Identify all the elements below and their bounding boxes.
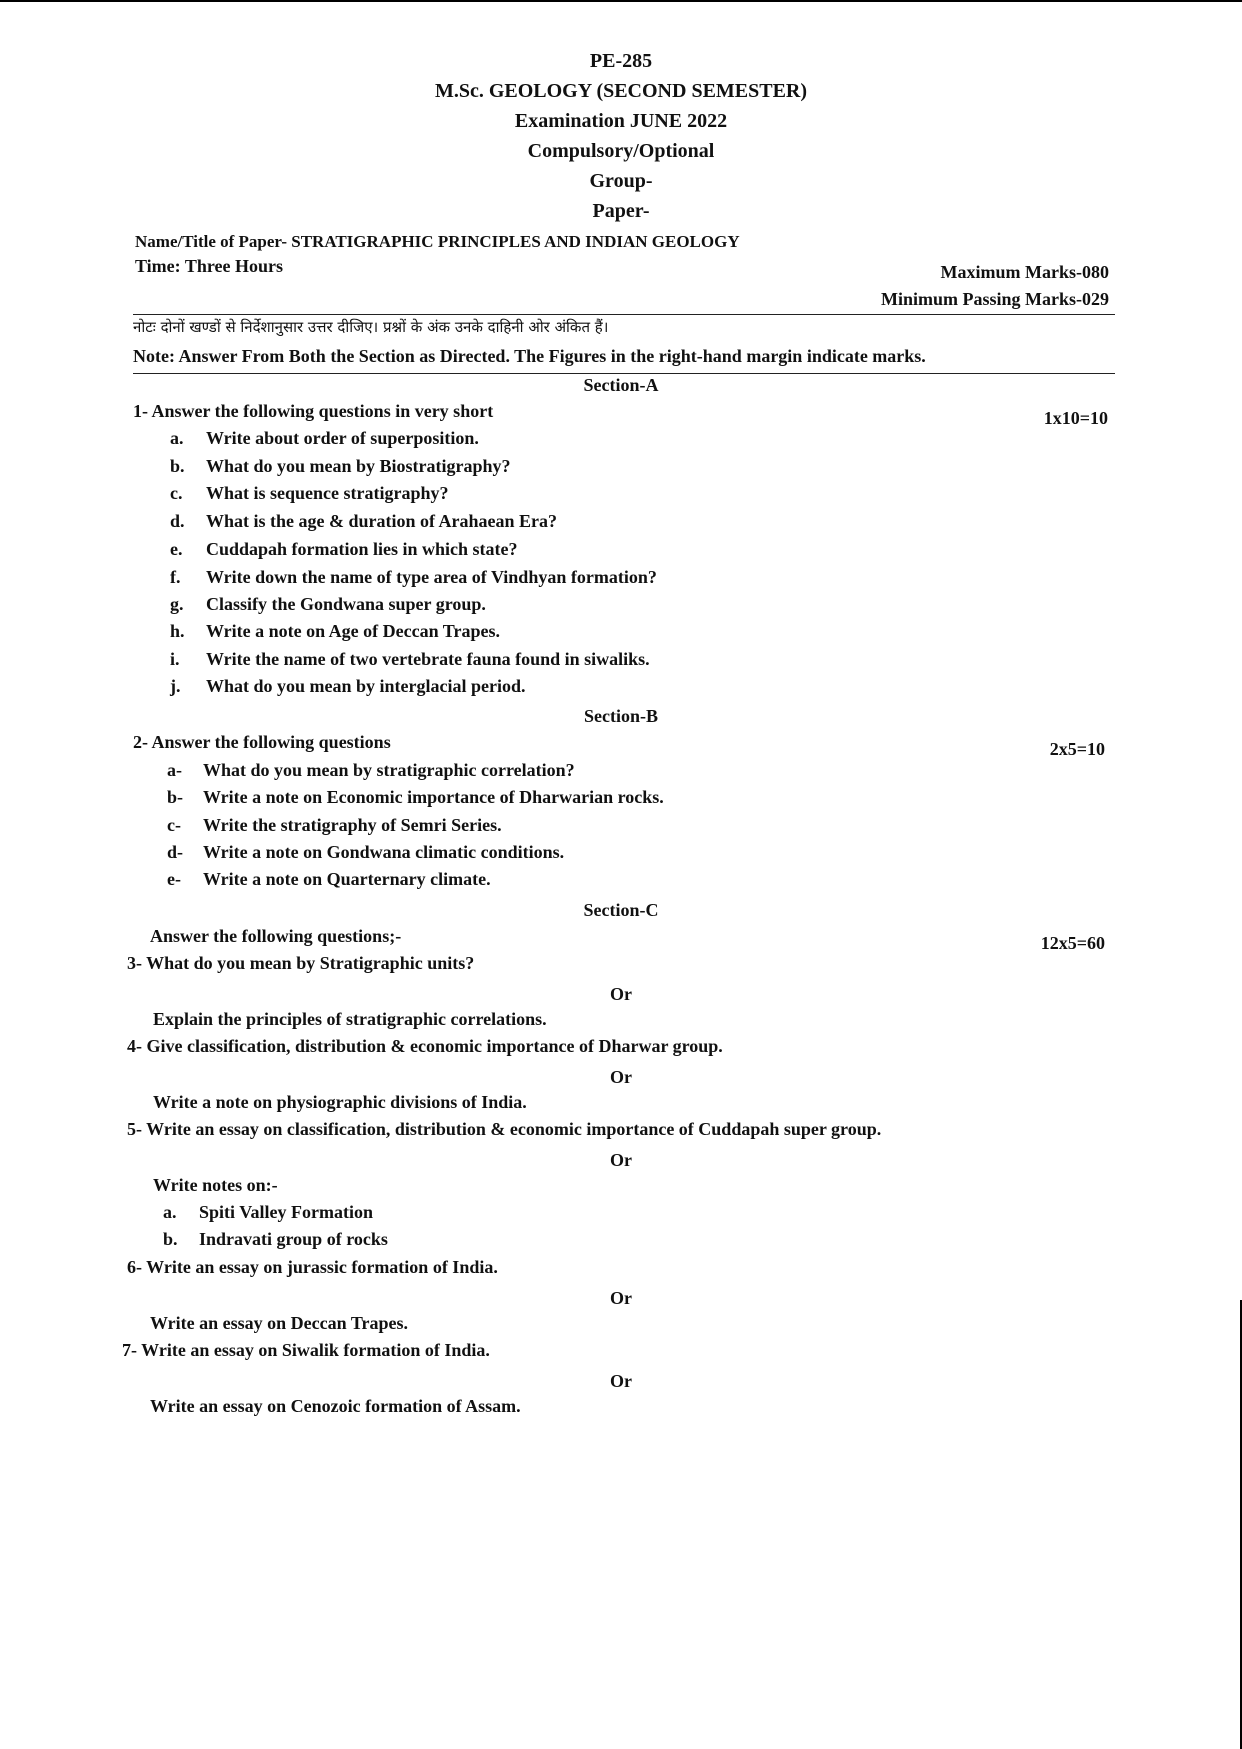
item-label: f. bbox=[170, 567, 181, 587]
or-separator: Or bbox=[610, 1150, 632, 1170]
list-item bbox=[170, 676, 526, 697]
or-separator: Or bbox=[610, 1288, 632, 1308]
item-text: What do you mean by Biostratigraphy? bbox=[206, 456, 511, 476]
list-item bbox=[170, 539, 518, 560]
list-item bbox=[167, 869, 491, 890]
item-text: Classify the Gondwana super group. bbox=[206, 594, 486, 614]
item-text: Write about order of superposition. bbox=[206, 428, 479, 448]
item-text: Cuddapah formation lies in which state? bbox=[206, 539, 518, 559]
question-7: 7- Write an essay on Siwalik formation of India. bbox=[122, 1340, 490, 1360]
item-text: What is sequence stratigraphy? bbox=[206, 483, 449, 503]
list-item bbox=[167, 760, 575, 781]
question-4-alternative: Write a note on physiographic divisions of India. bbox=[153, 1092, 527, 1112]
item-text: Write down the name of type area of Vindhyan formation? bbox=[206, 567, 657, 587]
list-item bbox=[167, 815, 502, 836]
item-text: Write a note on Age of Deccan Trapes. bbox=[206, 621, 500, 641]
item-label: j. bbox=[170, 676, 181, 696]
note-rule bbox=[133, 373, 1115, 374]
item-text: Write the name of two vertebrate fauna found in siwaliks. bbox=[206, 649, 650, 669]
list-item bbox=[170, 567, 657, 588]
item-text: What do you mean by interglacial period. bbox=[206, 676, 526, 696]
list-item bbox=[170, 511, 557, 532]
item-text: Indravati group of rocks bbox=[199, 1229, 388, 1249]
course-title: M.Sc. GEOLOGY (SECOND SEMESTER) bbox=[434, 80, 808, 102]
section-c-title: Section-C bbox=[583, 900, 659, 920]
item-label: e. bbox=[170, 539, 183, 559]
item-label: b. bbox=[163, 1229, 178, 1249]
item-text: Write a note on Gondwana climatic conditions. bbox=[203, 842, 565, 862]
maximum-marks: Maximum Marks-080 bbox=[940, 262, 1109, 282]
item-label: c. bbox=[170, 483, 183, 503]
item-text: What do you mean by stratigraphic correlation? bbox=[203, 760, 575, 780]
section-b-title: Section-B bbox=[584, 706, 658, 726]
item-label: d. bbox=[170, 511, 185, 531]
section-c-instruction: Answer the following questions;- bbox=[150, 926, 402, 946]
item-text: Spiti Valley Formation bbox=[199, 1202, 374, 1222]
paper-type: Compulsory/Optional bbox=[527, 140, 715, 162]
note-hindi: नोटः दोनों खण्डों से निर्देशानुसार उत्तर दीजिए। प्रश्नों के अंक उनके दाहिनी ओर अंकित हैं। bbox=[133, 318, 609, 336]
header-rule bbox=[133, 314, 1115, 315]
group-label: Group- bbox=[589, 170, 653, 192]
or-separator: Or bbox=[610, 984, 632, 1004]
item-label: b- bbox=[167, 787, 184, 807]
question-6-alternative: Write an essay on Deccan Trapes. bbox=[150, 1313, 408, 1333]
paper-code: PE-285 bbox=[589, 50, 653, 72]
list-item bbox=[167, 787, 664, 808]
question-1: 1- Answer the following questions in very short bbox=[133, 401, 494, 421]
question-2: 2- Answer the following questions bbox=[133, 732, 391, 752]
item-label: g. bbox=[170, 594, 184, 614]
item-text: What is the age & duration of Arahaean Era? bbox=[206, 511, 557, 531]
item-label: c- bbox=[167, 815, 181, 835]
list-item bbox=[170, 483, 449, 504]
item-label: e- bbox=[167, 869, 181, 889]
item-label: h. bbox=[170, 621, 185, 641]
or-separator: Or bbox=[610, 1067, 632, 1087]
question-4: 4- Give classification, distribution & economic importance of Dharwar group. bbox=[127, 1036, 723, 1056]
list-item bbox=[170, 621, 500, 642]
exam-time: Time: Three Hours bbox=[135, 256, 283, 276]
item-label: d- bbox=[167, 842, 184, 862]
paper-title: Name/Title of Paper- STRATIGRAPHIC PRINCIPLES AND INDIAN GEOLOGY bbox=[135, 232, 740, 251]
question-1-marks: 1x10=10 bbox=[1043, 408, 1108, 428]
or-separator: Or bbox=[610, 1371, 632, 1391]
question-6: 6- Write an essay on jurassic formation of India. bbox=[127, 1257, 498, 1277]
question-3: 3- What do you mean by Stratigraphic units? bbox=[127, 953, 475, 973]
item-label: i. bbox=[170, 649, 180, 669]
section-a-title: Section-A bbox=[583, 375, 659, 395]
paper-label: Paper- bbox=[592, 200, 650, 222]
item-label: a- bbox=[167, 760, 182, 780]
question-2-marks: 2x5=10 bbox=[1049, 739, 1105, 759]
item-label: a. bbox=[163, 1202, 177, 1222]
note-english: Note: Answer From Both the Section as Directed. The Figures in the right-hand margin indicate marks. bbox=[133, 346, 926, 366]
list-item bbox=[170, 456, 511, 477]
minimum-passing-marks: Minimum Passing Marks-029 bbox=[880, 289, 1109, 309]
item-text: Write the stratigraphy of Semri Series. bbox=[203, 815, 502, 835]
question-7-alternative: Write an essay on Cenozoic formation of Assam. bbox=[150, 1396, 521, 1416]
list-item bbox=[170, 428, 479, 449]
list-item bbox=[163, 1229, 388, 1250]
exam-session: Examination JUNE 2022 bbox=[514, 110, 728, 132]
question-c-marks: 12x5=60 bbox=[1040, 933, 1105, 953]
question-3-alternative: Explain the principles of stratigraphic correlations. bbox=[153, 1009, 547, 1029]
item-label: a. bbox=[170, 428, 184, 448]
question-5-alternative: Write notes on:- bbox=[153, 1175, 278, 1195]
item-text: Write a note on Economic importance of Dharwarian rocks. bbox=[203, 787, 664, 807]
list-item bbox=[167, 842, 564, 863]
item-text: Write a note on Quarternary climate. bbox=[203, 869, 491, 889]
question-5: 5- Write an essay on classification, distribution & economic importance of Cuddapah super group. bbox=[127, 1119, 882, 1139]
list-item bbox=[170, 649, 650, 670]
list-item bbox=[170, 594, 486, 615]
item-label: b. bbox=[170, 456, 185, 476]
scan-edge-top bbox=[0, 0, 1242, 2]
list-item bbox=[163, 1202, 373, 1223]
